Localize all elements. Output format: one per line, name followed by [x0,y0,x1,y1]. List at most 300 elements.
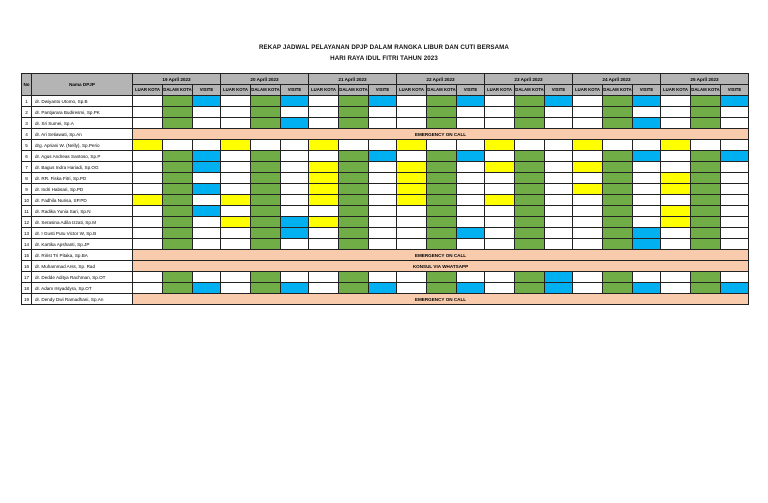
schedule-cell [721,151,749,162]
schedule-cell [221,217,251,228]
schedule-cell [691,206,721,217]
schedule-cell [221,107,251,118]
schedule-cell [397,228,427,239]
column-header-name: Nama DPJP [32,74,133,96]
schedule-cell [281,239,309,250]
schedule-cell [369,96,397,107]
schedule-cell [281,283,309,294]
schedule-cell [545,96,573,107]
schedule-cell [485,118,515,129]
schedule-cell [251,96,281,107]
doctor-name: dr. I Gusti Putu Victor W, Sp.B [32,228,133,239]
schedule-cell [221,118,251,129]
schedule-cell [369,107,397,118]
schedule-cell [485,272,515,283]
schedule-cell [193,118,221,129]
schedule-cell [457,239,485,250]
schedule-cell [133,107,163,118]
schedule-cell [485,162,515,173]
schedule-cell [573,140,603,151]
schedule-cell [457,140,485,151]
schedule-cell [603,140,633,151]
schedule-cell [221,195,251,206]
schedule-cell [573,228,603,239]
schedule-cell [427,195,457,206]
date-header: 22 April 2023 [397,74,485,85]
doctor-name: drg. Apriani W. (Nelly), Sp.Perio [32,140,133,151]
schedule-cell [193,162,221,173]
schedule-cell [397,283,427,294]
schedule-cell [163,217,193,228]
schedule-cell [515,140,545,151]
table-row [22,140,749,151]
row-number: 2 [22,107,32,118]
schedule-cell [133,173,163,184]
schedule-cell [457,173,485,184]
schedule-cell [281,195,309,206]
schedule-cell [573,151,603,162]
schedule-cell [397,118,427,129]
schedule-cell [603,173,633,184]
status-band: EMERGENCY ON CALL [133,294,749,305]
schedule-cell [545,217,573,228]
schedule-cell [515,162,545,173]
row-number: 7 [22,162,32,173]
schedule-cell [281,272,309,283]
status-band: EMERGENCY ON CALL [133,129,749,140]
schedule-cell [221,228,251,239]
schedule-cell [251,140,281,151]
schedule-cell [603,151,633,162]
schedule-cell [193,140,221,151]
schedule-cell [369,217,397,228]
schedule-cell [309,195,339,206]
schedule-cell [427,118,457,129]
schedule-cell [163,206,193,217]
schedule-cell [721,140,749,151]
schedule-cell [281,228,309,239]
table-row [22,261,749,272]
date-header: 21 April 2023 [309,74,397,85]
subheader-luar-kota: LUAR KOTA [661,85,691,96]
schedule-cell [661,140,691,151]
schedule-cell [339,206,369,217]
schedule-cell [691,173,721,184]
schedule-cell [603,283,633,294]
schedule-cell [251,239,281,250]
schedule-cell [163,283,193,294]
schedule-cell [427,151,457,162]
schedule-cell [485,151,515,162]
schedule-cell [163,173,193,184]
schedule-cell [515,107,545,118]
schedule-cell [457,184,485,195]
schedule-cell [427,107,457,118]
row-number: 8 [22,173,32,184]
schedule-cell [545,283,573,294]
doctor-name: dr. Ririst Tri Pitaka, Sp.BA [32,250,133,261]
schedule-cell [397,206,427,217]
schedule-cell [281,151,309,162]
schedule-cell [545,107,573,118]
schedule-cell [603,184,633,195]
schedule-cell [397,195,427,206]
table-row [22,107,749,118]
doctor-name: dr. Serasina Adila Izzati, Sp.M [32,217,133,228]
schedule-cell [691,151,721,162]
schedule-cell [457,228,485,239]
schedule-cell [661,239,691,250]
table-row [22,294,749,305]
schedule-cell [721,206,749,217]
schedule-cell [397,239,427,250]
schedule-cell [133,206,163,217]
schedule-cell [309,107,339,118]
schedule-cell [661,283,691,294]
row-number: 4 [22,129,32,140]
doctor-name: dr. Dwiyanto Utomo, Sp.B [32,96,133,107]
schedule-cell [485,107,515,118]
subheader-luar-kota: LUAR KOTA [309,85,339,96]
schedule-cell [251,206,281,217]
doctor-name: dr. RR. Fiska Fitri, Sp.PD [32,173,133,184]
schedule-cell [427,184,457,195]
schedule-cell [457,96,485,107]
row-number: 19 [22,294,32,305]
schedule-cell [309,184,339,195]
table-row [22,272,749,283]
schedule-cell [309,239,339,250]
schedule-cell [633,206,661,217]
schedule-cell [661,184,691,195]
schedule-cell [661,162,691,173]
schedule-cell [369,151,397,162]
schedule-cell [369,206,397,217]
doctor-name: dr. Dedde Aditya Rachman, Sp.OT [32,272,133,283]
row-number: 10 [22,195,32,206]
schedule-cell [457,217,485,228]
schedule-cell [573,283,603,294]
schedule-cell [339,140,369,151]
schedule-cell [309,272,339,283]
schedule-cell [163,118,193,129]
schedule-cell [633,272,661,283]
schedule-cell [221,283,251,294]
schedule-cell [603,162,633,173]
schedule-cell [661,118,691,129]
schedule-table [21,73,749,305]
schedule-cell [545,239,573,250]
schedule-cell [221,140,251,151]
subheader-dalam-kota: DALAM KOTA [691,85,721,96]
schedule-cell [515,151,545,162]
schedule-cell [515,173,545,184]
schedule-cell [661,96,691,107]
subheader-visite: VISITE [545,85,573,96]
schedule-cell [163,195,193,206]
schedule-cell [545,118,573,129]
document-title: REKAP JADWAL PELAYANAN DPJP DALAM RANGKA LIBUR DAN CUTI BERSAMA [258,44,510,51]
row-number: 17 [22,272,32,283]
schedule-cell [163,107,193,118]
schedule-cell [251,107,281,118]
row-number: 15 [22,250,32,261]
schedule-cell [603,107,633,118]
doctor-name: dr. Bagus Indra Hariadi, Sp.OG [32,162,133,173]
schedule-cell [691,118,721,129]
schedule-cell [427,228,457,239]
schedule-cell [427,173,457,184]
schedule-cell [339,228,369,239]
schedule-cell [721,217,749,228]
schedule-cell [573,107,603,118]
schedule-cell [633,173,661,184]
header-row-dates [22,74,749,85]
subheader-visite: VISITE [369,85,397,96]
schedule-cell [573,173,603,184]
row-number: 11 [22,206,32,217]
schedule-cell [309,118,339,129]
schedule-cell [661,272,691,283]
schedule-cell [193,107,221,118]
schedule-cell [193,228,221,239]
schedule-cell [397,162,427,173]
schedule-cell [251,283,281,294]
schedule-cell [691,184,721,195]
schedule-cell [221,184,251,195]
schedule-cell [281,217,309,228]
schedule-cell [309,162,339,173]
row-number: 6 [22,151,32,162]
schedule-cell [545,195,573,206]
schedule-cell [633,228,661,239]
schedule-cell [691,107,721,118]
schedule-cell [545,272,573,283]
schedule-cell [369,239,397,250]
schedule-cell [545,140,573,151]
schedule-cell [633,118,661,129]
schedule-cell [457,195,485,206]
schedule-cell [721,162,749,173]
doctor-name: dr. Fadhila Nurisa, SP.PD [32,195,133,206]
schedule-cell [457,118,485,129]
schedule-cell [721,107,749,118]
schedule-cell [603,239,633,250]
subheader-luar-kota: LUAR KOTA [485,85,515,96]
schedule-cell [545,228,573,239]
schedule-cell [193,184,221,195]
schedule-cell [339,118,369,129]
schedule-cell [721,239,749,250]
schedule-cell [661,173,691,184]
schedule-cell [721,96,749,107]
schedule-cell [515,228,545,239]
date-header: 20 April 2023 [221,74,309,85]
schedule-cell [339,184,369,195]
table-row [22,250,749,261]
schedule-cell [457,162,485,173]
schedule-cell [721,195,749,206]
schedule-cell [397,217,427,228]
schedule-cell [721,228,749,239]
subheader-dalam-kota: DALAM KOTA [427,85,457,96]
schedule-cell [251,118,281,129]
doctor-name: dr. Sri Sumei, Sp.A [32,118,133,129]
row-number: 12 [22,217,32,228]
schedule-cell [691,272,721,283]
row-number: 14 [22,239,32,250]
subheader-dalam-kota: DALAM KOTA [339,85,369,96]
table-row [22,96,749,107]
schedule-cell [633,107,661,118]
schedule-cell [603,195,633,206]
schedule-cell [457,283,485,294]
schedule-cell [485,195,515,206]
date-header: 24 April 2023 [573,74,661,85]
doctor-name: dr. Ari Setiawati, Sp.An [32,129,133,140]
schedule-cell [369,140,397,151]
row-number: 18 [22,283,32,294]
doctor-name: dr. Adam Irsyaddyra, Sp.OT [32,283,133,294]
subheader-dalam-kota: DALAM KOTA [515,85,545,96]
table-row [22,162,749,173]
schedule-cell [603,228,633,239]
schedule-cell [691,283,721,294]
schedule-cell [397,151,427,162]
schedule-cell [281,162,309,173]
subheader-luar-kota: LUAR KOTA [133,85,163,96]
subheader-dalam-kota: DALAM KOTA [603,85,633,96]
subheader-luar-kota: LUAR KOTA [221,85,251,96]
schedule-cell [163,184,193,195]
schedule-cell [691,140,721,151]
table-row [22,129,749,140]
schedule-cell [485,283,515,294]
schedule-cell [515,184,545,195]
subheader-visite: VISITE [721,85,749,96]
schedule-cell [457,107,485,118]
schedule-cell [691,239,721,250]
schedule-cell [369,195,397,206]
schedule-cell [485,228,515,239]
schedule-cell [397,107,427,118]
schedule-cell [603,217,633,228]
row-number: 16 [22,261,32,272]
row-number: 3 [22,118,32,129]
schedule-cell [397,184,427,195]
schedule-cell [661,107,691,118]
schedule-cell [251,272,281,283]
schedule-cell [515,195,545,206]
schedule-cell [281,140,309,151]
schedule-cell [633,283,661,294]
schedule-cell [427,162,457,173]
subheader-visite: VISITE [457,85,485,96]
schedule-cell [369,173,397,184]
doctor-name: dr. Agus Andreas Santoso, Sp.P [32,151,133,162]
doctor-name: dr. Pantjarara Budiresmi, Sp.PK [32,107,133,118]
schedule-cell [427,140,457,151]
subheader-visite: VISITE [281,85,309,96]
schedule-cell [339,239,369,250]
schedule-cell [573,206,603,217]
schedule-cell [545,184,573,195]
schedule-cell [721,173,749,184]
table-row [22,184,749,195]
subheader-dalam-kota: DALAM KOTA [251,85,281,96]
schedule-cell [339,173,369,184]
schedule-cell [661,228,691,239]
schedule-cell [397,173,427,184]
schedule-cell [573,184,603,195]
schedule-cell [603,118,633,129]
schedule-cell [133,272,163,283]
schedule-cell [633,140,661,151]
schedule-cell [369,272,397,283]
schedule-cell [251,228,281,239]
schedule-cell [369,118,397,129]
schedule-cell [309,140,339,151]
schedule-cell [573,239,603,250]
schedule-cell [281,184,309,195]
schedule-cell [427,272,457,283]
schedule-cell [133,195,163,206]
schedule-cell [603,272,633,283]
schedule-cell [485,184,515,195]
schedule-cell [545,151,573,162]
schedule-cell [163,140,193,151]
schedule-cell [221,239,251,250]
schedule-cell [573,272,603,283]
schedule-cell [339,195,369,206]
table-row [22,195,749,206]
schedule-cell [457,206,485,217]
schedule-cell [339,162,369,173]
schedule-cell [133,239,163,250]
schedule-cell [163,272,193,283]
schedule-cell [251,162,281,173]
schedule-cell [193,283,221,294]
schedule-cell [251,173,281,184]
schedule-cell [251,184,281,195]
row-number: 13 [22,228,32,239]
row-number: 1 [22,96,32,107]
schedule-cell [691,96,721,107]
schedule-cell [339,151,369,162]
row-number: 5 [22,140,32,151]
schedule-cell [221,206,251,217]
doctor-name: dr. Radika Yunia Sari, Sp.N [32,206,133,217]
schedule-cell [545,173,573,184]
schedule-cell [281,96,309,107]
schedule-cell [515,96,545,107]
schedule-cell [193,272,221,283]
schedule-cell [427,96,457,107]
schedule-cell [221,173,251,184]
schedule-cell [281,118,309,129]
status-band: EMERGENCY ON CALL [133,250,749,261]
schedule-cell [397,96,427,107]
schedule-cell [721,118,749,129]
schedule-cell [515,118,545,129]
schedule-cell [133,140,163,151]
schedule-cell [251,217,281,228]
table-row [22,206,749,217]
schedule-cell [427,206,457,217]
schedule-cell [193,173,221,184]
schedule-cell [221,162,251,173]
status-band: KONSUL VIA WHATSAPP [133,261,749,272]
